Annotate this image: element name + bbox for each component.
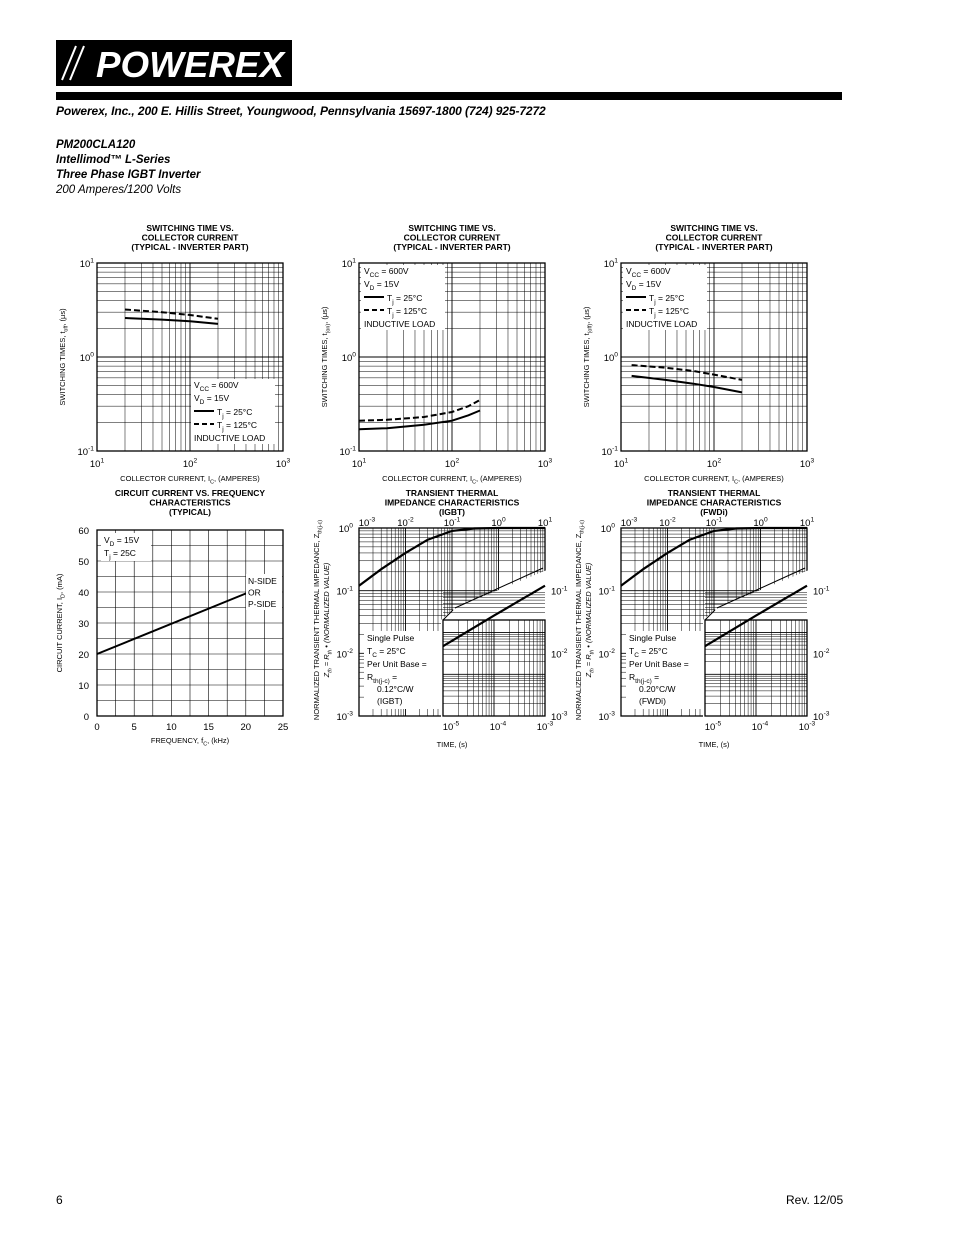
x-top-tick-label: $10^1$ (537, 516, 553, 529)
note-line: 0.20°C/W (639, 684, 676, 694)
y-tick-label: 0 (83, 712, 89, 723)
y-right-tick-label: $10^{-3}$ (813, 710, 830, 723)
y-tick-label: 20 (78, 650, 89, 661)
x-top-tick-label: $10^1$ (799, 516, 815, 529)
x-tick-label: $10^3$ (275, 457, 291, 470)
y-tick-label: $10^{-1}$ (336, 585, 353, 598)
note-line: Per Unit Base = (367, 659, 427, 669)
note-line: Per Unit Base = (629, 659, 689, 669)
y-axis-label: CIRCUIT CURRENT, $I_D$, (mA) (55, 573, 67, 673)
note-line: Single Pulse (629, 633, 677, 643)
y-tick-label: $10^{-2}$ (598, 648, 615, 661)
chart-trr (582, 258, 814, 486)
y-tick-label: $10^{-1}$ (339, 445, 356, 458)
y-tick-label: $10^0$ (603, 351, 618, 364)
y-tick-label: $10^1$ (79, 257, 94, 270)
legend-label: $T_j = 125^\circ C$ (649, 306, 690, 319)
x-tick-label: $10^3$ (799, 457, 815, 470)
product-series: Intellimod™ L-Series (56, 154, 171, 166)
y-right-tick-label: $10^{-2}$ (551, 648, 568, 661)
x-bottom-tick-label: $10^{-3}$ (536, 720, 554, 733)
series-tj-25c-line (632, 376, 742, 393)
note-line: $T_C = 25^\circ C$ (367, 646, 406, 659)
chart-zth-fwdi-title-line: (FWDi) (700, 507, 728, 517)
y-axis-label: NORMALIZED TRANSIENT THERMAL IMPEDANCE, $Z_{th(j-c)}$ (312, 519, 324, 721)
legend-condition: $V_{CC} = 600V$ (364, 266, 409, 279)
x-tick-label: $10^2$ (706, 457, 722, 470)
brand-name: POWEREX (96, 44, 287, 85)
y-tick-label: $10^{-1}$ (598, 585, 615, 598)
icc-curve-label: N-SIDE (248, 576, 277, 586)
x-top-tick-label: $10^{-3}$ (358, 516, 376, 529)
chart-icc-title-line: CHARACTERISTICS (149, 497, 231, 508)
y-axis-label: NORMALIZED TRANSIENT THERMAL IMPEDANCE, $Z_{th(j-c)}$ (574, 519, 586, 721)
page-number: 6 (56, 1193, 63, 1207)
x-bottom-tick-label: $10^{-5}$ (442, 720, 460, 733)
chart-trr-title-line: SWITCHING TIME VS. (670, 223, 758, 233)
x-tick-label: $10^1$ (613, 457, 629, 470)
x-axis-label: FREQUENCY, $f_C$, (kHz) (150, 736, 230, 748)
chart-zth-igbt (312, 517, 568, 749)
legend-condition: $V_{CC} = 600V$ (626, 266, 671, 279)
x-axis-label: COLLECTOR CURRENT, $I_C$, (AMPERES) (382, 474, 522, 486)
chart-zth-fwdi-title-line: IMPEDANCE CHARACTERISTICS (646, 497, 782, 508)
x-tick-label: 25 (277, 722, 289, 733)
icc-condition: $T_j = 25C$ (104, 548, 136, 561)
x-top-tick-label: $10^{-3}$ (620, 516, 638, 529)
chart-icc-title-line: CIRCUIT CURRENT VS. FREQUENCY (114, 488, 266, 498)
x-tick-label: $10^3$ (537, 457, 553, 470)
x-axis-label: TIME, (s) (436, 740, 468, 749)
chart-icc (55, 526, 288, 747)
chart-icc-title-line: (TYPICAL) (168, 507, 212, 517)
y-tick-label: 60 (78, 526, 89, 537)
x-tick-label: $10^1$ (351, 457, 367, 470)
y-axis-label: SWITCHING TIMES, $t_{(off)}$, (μs) (582, 306, 594, 408)
note-line: 0.12°C/W (377, 684, 414, 694)
y-tick-label: $10^{-1}$ (601, 445, 618, 458)
x-bottom-tick-label: $10^{-4}$ (489, 720, 507, 733)
x-tick-label: $10^2$ (444, 457, 460, 470)
x-top-tick-label: $10^{-2}$ (397, 516, 414, 529)
x-bottom-tick-label: $10^{-5}$ (704, 720, 722, 733)
chart-toff-title-line: (TYPICAL - INVERTER PART) (131, 242, 249, 252)
x-top-tick-label: $10^{-1}$ (705, 516, 723, 529)
revision: Rev. 12/05 (786, 1193, 844, 1207)
legend-label: $T_j = 125^\circ C$ (387, 306, 428, 319)
y-tick-label: $10^1$ (603, 257, 618, 270)
product-description: Three Phase IGBT Inverter (56, 169, 201, 181)
y-tick-label: $10^0$ (600, 522, 615, 535)
product-rating: 200 Amperes/1200 Volts (56, 184, 182, 196)
y-tick-label: 10 (78, 681, 89, 692)
chart-toff-title-line: SWITCHING TIME VS. (146, 223, 234, 233)
x-tick-label: 20 (240, 722, 252, 733)
x-top-tick-label: $10^{-1}$ (443, 516, 461, 529)
chart-zth-igbt-title-line: (IGBT) (439, 507, 465, 517)
x-top-tick-label: $10^0$ (753, 516, 768, 529)
x-tick-label: 5 (131, 722, 137, 733)
y-tick-label: $10^1$ (341, 257, 356, 270)
y-tick-label: $10^{-2}$ (336, 648, 353, 661)
x-tick-label: $10^2$ (182, 457, 198, 470)
icc-curve-label: P-SIDE (248, 599, 277, 609)
part-number: PM200CLA120 (56, 139, 136, 151)
x-bottom-tick-label: $10^{-3}$ (798, 720, 816, 733)
chart-trr-title-line: (TYPICAL - INVERTER PART) (655, 242, 773, 252)
chart-zth-igbt-title-line: IMPEDANCE CHARACTERISTICS (384, 497, 520, 508)
chart-toff-title-line: COLLECTOR CURRENT (141, 232, 239, 243)
chart-zth-fwdi-title-line: TRANSIENT THERMAL (667, 488, 761, 498)
chart-ton-title-line: (TYPICAL - INVERTER PART) (393, 242, 511, 252)
y-tick-label: $10^0$ (79, 351, 94, 364)
icc-curve-label: OR (248, 587, 261, 598)
legend-footnote: INDUCTIVE LOAD (194, 433, 266, 443)
x-top-tick-label: $10^0$ (491, 516, 506, 529)
y-right-tick-label: $10^{-2}$ (813, 648, 830, 661)
x-axis-label: COLLECTOR CURRENT, $I_C$, (AMPERES) (644, 474, 784, 486)
y-right-tick-label: $10^{-1}$ (551, 585, 568, 598)
x-tick-label: 15 (203, 722, 214, 733)
chart-ton (320, 258, 552, 486)
y-axis-label: SWITCHING TIMES, $t_{off}$, (μs) (58, 308, 70, 406)
series-tj-125c-line (125, 310, 218, 319)
note-line: (IGBT) (377, 696, 403, 706)
legend-label: $T_j = 25^\circ C$ (387, 293, 423, 306)
y-right-tick-label: $10^{-3}$ (551, 710, 568, 723)
legend-label: $T_j = 25^\circ C$ (649, 293, 685, 306)
y-tick-label: $10^{-3}$ (598, 710, 615, 723)
x-tick-label: 0 (94, 722, 100, 733)
legend-label: $T_j = 25^\circ C$ (217, 407, 253, 420)
chart-ton-title-line: COLLECTOR CURRENT (403, 232, 501, 243)
legend-label: $T_j = 125^\circ C$ (217, 420, 258, 433)
legend-footnote: INDUCTIVE LOAD (626, 319, 698, 329)
y-axis-label: SWITCHING TIMES, $t_{(on)}$, (μs) (320, 306, 332, 408)
y-tick-label: 30 (78, 619, 89, 630)
chart-toff (58, 258, 290, 486)
icc-condition: $V_D = 15V$ (104, 535, 140, 548)
y-right-tick-label: $10^{-1}$ (813, 585, 830, 598)
y-tick-label: 50 (78, 557, 89, 568)
y-tick-label: 40 (78, 588, 89, 599)
x-axis-label: COLLECTOR CURRENT, $I_C$, (AMPERES) (120, 474, 260, 486)
legend-footnote: INDUCTIVE LOAD (364, 319, 436, 329)
x-bottom-tick-label: $10^{-4}$ (751, 720, 769, 733)
legend-condition: $V_D = 15V$ (364, 279, 400, 292)
chart-zth-igbt-title-line: TRANSIENT THERMAL (405, 488, 499, 498)
note-line: $R_{th(j-c)}$ = (367, 672, 398, 685)
y-tick-label: $10^0$ (338, 522, 353, 535)
legend-condition: $V_D = 15V$ (626, 279, 662, 292)
y-axis-label-secondary: $Z_{th} = R_{th}$ • (NORMALIZED VALUE) (584, 562, 596, 678)
note-line: (FWDi) (639, 696, 666, 706)
note-line: Single Pulse (367, 633, 415, 643)
x-tick-label: $10^1$ (89, 457, 105, 470)
series-tj-25c-line (125, 318, 218, 324)
y-tick-label: $10^0$ (341, 351, 356, 364)
y-tick-label: $10^{-1}$ (77, 445, 94, 458)
note-line: $T_C = 25^\circ C$ (629, 646, 668, 659)
legend-condition: $V_{CC} = 600V$ (194, 380, 239, 393)
chart-ton-title-line: SWITCHING TIME VS. (408, 223, 496, 233)
legend-condition: $V_D = 15V$ (194, 393, 230, 406)
chart-zth-fwdi (574, 517, 830, 749)
company-address: Powerex, Inc., 200 E. Hillis Street, Youngwood, Pennsylvania 15697-1800 (724) 925-7272 (56, 104, 546, 118)
x-top-tick-label: $10^{-2}$ (659, 516, 676, 529)
x-axis-label: TIME, (s) (698, 740, 730, 749)
chart-trr-title-line: COLLECTOR CURRENT (665, 232, 763, 243)
y-tick-label: $10^{-3}$ (336, 710, 353, 723)
x-tick-label: 10 (166, 722, 177, 733)
y-axis-label-secondary: $Z_{th} = R_{th}$ • (NORMALIZED VALUE) (322, 562, 334, 678)
note-line: $R_{th(j-c)}$ = (629, 672, 660, 685)
